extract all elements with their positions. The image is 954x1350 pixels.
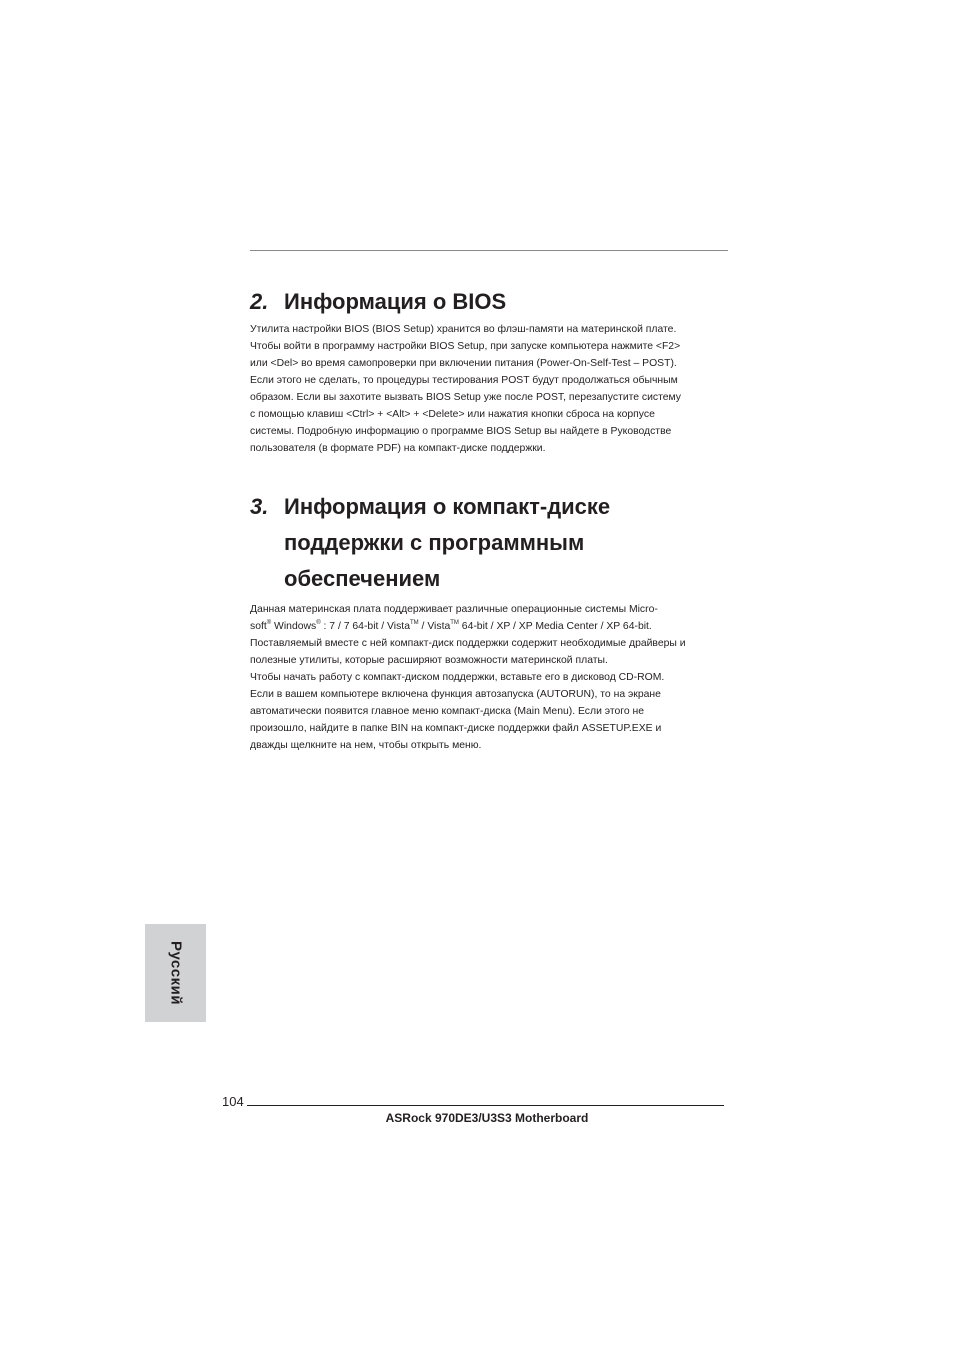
os-text: Windows xyxy=(271,621,317,632)
body-line: или <Del> во время самопроверки при включении питания (Power-On-Self-Test – POST). xyxy=(250,358,677,369)
section-3-number: 3. xyxy=(250,494,269,519)
section-3-title-line: поддержки с программным xyxy=(284,530,585,555)
section-3-body xyxy=(250,601,728,754)
language-tab xyxy=(145,924,206,1022)
body-line: пользователя (в формате PDF) на компакт-диске поддержки. xyxy=(250,443,546,454)
section-2-heading xyxy=(250,284,506,320)
registered-mark: ® xyxy=(316,620,321,626)
body-line: образом. Если вы захотите вызвать BIOS Setup уже после POST, перезапустите систему xyxy=(250,392,682,403)
section-3-title-line: Информация о компакт-диске xyxy=(284,494,611,519)
footer-product-name: ASRock 970DE3/U3S3 Motherboard xyxy=(385,1111,589,1125)
body-line: Поставляемый вместе с ней компакт-диск поддержки содержит необходимые драйверы и xyxy=(250,638,686,649)
body-line: автоматически появится главное меню компакт-диска (Main Menu). Если этого не xyxy=(250,706,644,717)
body-line: Если в вашем компьютере включена функция автозапуска (AUTORUN), то на экране xyxy=(250,689,661,700)
os-text: soft xyxy=(250,621,267,632)
body-line: Если этого не сделать, то процедуры тестирования POST будут продолжаться обычным xyxy=(250,375,678,386)
body-line: системы. Подробную информацию о программе BIOS Setup вы найдете в Руководстве xyxy=(250,426,672,437)
body-line: дважды щелкните на нем, чтобы открыть меню. xyxy=(250,740,482,751)
section-2-number: 2. xyxy=(250,289,269,314)
body-line: Утилита настройки BIOS (BIOS Setup) хранится во флэш-памяти на материнской плате. xyxy=(250,324,677,335)
section-2-title: Информация о BIOS xyxy=(284,289,507,314)
footer-divider xyxy=(247,1105,724,1106)
os-text: / Vista xyxy=(418,621,451,632)
trademark-mark: TM xyxy=(409,620,419,626)
section-2-body xyxy=(250,321,728,457)
body-line: полезные утилиты, которые расширяют возможности материнской платы. xyxy=(250,655,608,666)
trademark-mark: TM xyxy=(450,620,459,626)
body-line: произошло, найдите в папке BIN на компакт-диске поддержки файл ASSETUP.EXE и xyxy=(250,723,662,734)
body-line: с помощью клавиш <Ctrl> + <Alt> + <Delete> или нажатия кнопки сброса на корпусе xyxy=(250,409,655,420)
body-line: Чтобы войти в программу настройки BIOS Setup, при запуске компьютера нажмите <F2> xyxy=(250,341,681,352)
os-support-line xyxy=(250,618,728,635)
os-text: : 7 / 7 64-bit / Vista xyxy=(320,621,410,632)
registered-mark: ® xyxy=(266,620,272,626)
top-divider xyxy=(250,250,728,251)
section-3-heading xyxy=(250,489,610,597)
page-number: 104 xyxy=(222,1094,244,1109)
language-tab-label: Русский xyxy=(167,940,184,1006)
os-text: 64-bit / XP / XP Media Center / XP 64-bit. xyxy=(458,621,652,632)
body-line: Чтобы начать работу с компакт-диском поддержки, вставьте его в дисковод CD-ROM. xyxy=(250,672,665,683)
body-line: Данная материнская плата поддерживает различные операционные системы Micro- xyxy=(250,604,658,615)
section-3-title-line: обеспечением xyxy=(284,566,441,591)
